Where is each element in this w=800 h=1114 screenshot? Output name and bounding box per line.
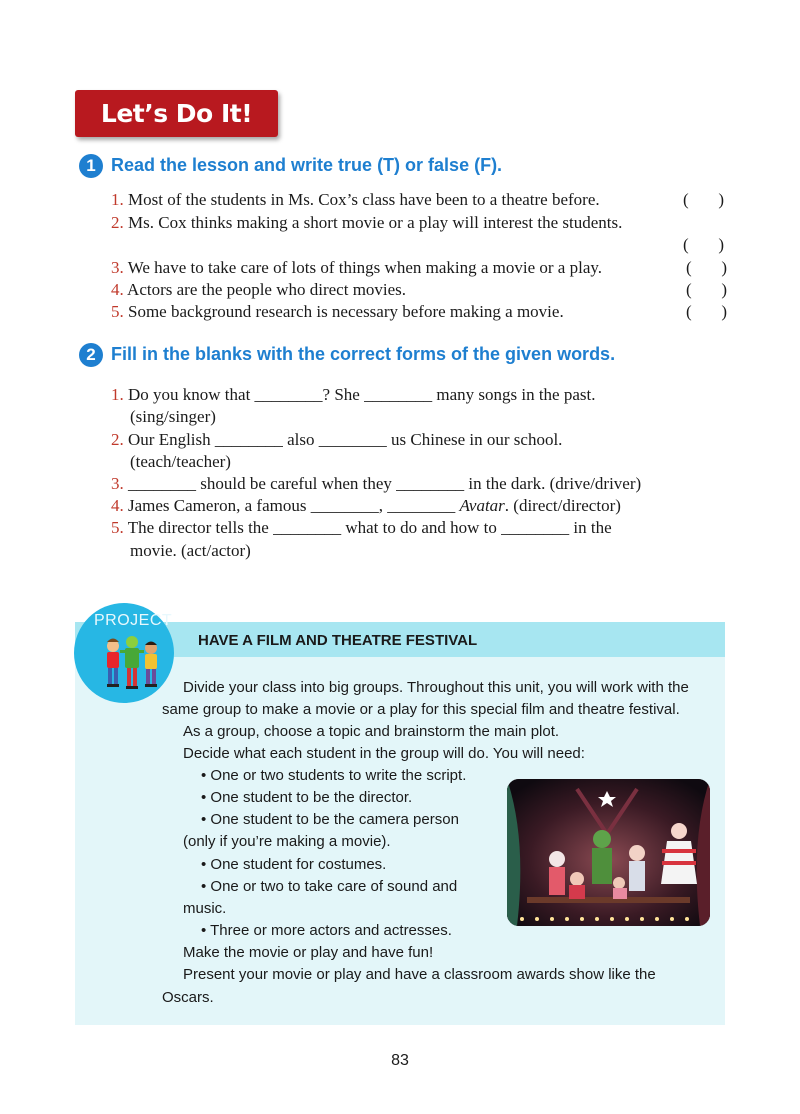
s1-item-3 — [111, 257, 602, 279]
s1-item-3-num: 3. — [111, 258, 124, 277]
theatre-stage-photo — [507, 779, 710, 926]
project-line-6: Present your movie or play and have a classroom awards show like the — [183, 966, 656, 983]
s2-item-2-num: 2. — [111, 430, 124, 449]
project-title: HAVE A FILM AND THEATRE FESTIVAL — [198, 632, 478, 649]
stage-scene-icon — [507, 779, 710, 926]
project-label: PROJECT — [94, 612, 173, 629]
s1-item-2 — [111, 212, 622, 234]
s1-answer-3[interactable]: ( ) — [686, 258, 728, 277]
s1-item-4-num: 4. — [111, 280, 124, 299]
s1-item-5-num: 5. — [111, 302, 124, 321]
project-bullet-2: • One student to be the director. — [201, 789, 413, 806]
kids-illustration-icon — [100, 632, 164, 694]
s2-item-3-num: 3. — [111, 474, 124, 493]
project-line-2: same group to make a movie or a play for this special film and theatre festival. — [162, 701, 680, 718]
project-bullet-5-cont: music. — [183, 900, 227, 917]
s1-item-2-text: Ms. Cox thinks making a short movie or a play will interest the students. — [123, 213, 623, 232]
s1-item-5 — [111, 301, 564, 323]
page-number: 83 — [391, 1052, 409, 1069]
project-line-5: Make the movie or play and have fun! — [183, 944, 434, 961]
project-line-1: Divide your class into big groups. Throughout this unit, you will work with the — [183, 679, 689, 696]
project-bullet-3: • One student to be the camera person — [201, 811, 459, 828]
s2-item-1-text: Do you know that ________? She ________ many songs in the past. — [123, 385, 596, 404]
s2-item-2-text: Our English ________ also ________ us Chinese in our school. — [123, 430, 563, 449]
s2-item-3 — [111, 473, 641, 495]
project-bullet-5: • One or two to take care of sound and — [201, 878, 458, 895]
s1-item-1-text: Most of the students in Ms. Cox’s class have been to a theatre before. — [123, 190, 600, 209]
s2-item-3-text: ________ should be careful when they ________ in the dark. (drive/driver) — [123, 474, 642, 493]
project-bullet-1: • One or two students to write the script. — [201, 767, 467, 784]
s2-item-4-text-b: . (direct/director) — [504, 496, 621, 515]
s2-item-1-num: 1. — [111, 385, 124, 404]
lets-do-it-banner: Let’s Do It! — [75, 90, 278, 137]
s2-item-4-italic: Avatar — [459, 496, 505, 515]
s1-answer-2[interactable]: ( ) — [683, 235, 725, 254]
s2-item-5-text: The director tells the ________ what to do and how to ________ in the — [123, 518, 612, 537]
s1-answer-4[interactable]: ( ) — [686, 280, 728, 299]
s1-item-5-text: Some background research is necessary before making a movie. — [123, 302, 564, 321]
s2-item-5-num: 5. — [111, 518, 124, 537]
s1-item-1-num: 1. — [111, 190, 124, 209]
project-line-3: As a group, choose a topic and brainstorm the main plot. — [183, 723, 560, 740]
s2-item-5-cont: movie. (act/actor) — [130, 541, 251, 560]
s2-item-2-hint: (teach/teacher) — [130, 452, 231, 471]
s1-item-2-num: 2. — [111, 213, 124, 232]
project-bullet-4: • One student for costumes. — [201, 856, 387, 873]
s1-item-3-text: We have to take care of lots of things when making a movie or a play. — [123, 258, 603, 277]
section-1-number-badge: 1 — [79, 154, 103, 178]
project-bullet-6: • Three or more actors and actresses. — [201, 922, 452, 939]
s2-item-4-num: 4. — [111, 496, 124, 515]
section-2-number-badge: 2 — [79, 343, 103, 367]
s2-item-1-hint: (sing/singer) — [130, 407, 216, 426]
s2-item-4-text-a: James Cameron, a famous ________, ________ — [123, 496, 460, 515]
section-1-title: Read the lesson and write true (T) or false (F). — [111, 155, 503, 175]
project-line-6-cont: Oscars. — [162, 989, 214, 1006]
s2-item-5 — [111, 517, 612, 539]
section-2-title: Fill in the blanks with the correct forms of the given words. — [111, 344, 616, 364]
s1-answer-1[interactable]: ( ) — [683, 190, 725, 209]
project-line-4: Decide what each student in the group will do. You will need: — [183, 745, 585, 762]
s2-item-2 — [111, 429, 562, 451]
s2-item-4 — [111, 495, 621, 517]
s1-item-4-text: Actors are the people who direct movies. — [123, 280, 407, 299]
s2-item-1 — [111, 384, 595, 406]
s1-item-1 — [111, 189, 600, 211]
s1-item-4 — [111, 279, 406, 301]
project-bullet-3-cont: (only if you’re making a movie). — [183, 833, 391, 850]
s1-answer-5[interactable]: ( ) — [686, 302, 728, 321]
